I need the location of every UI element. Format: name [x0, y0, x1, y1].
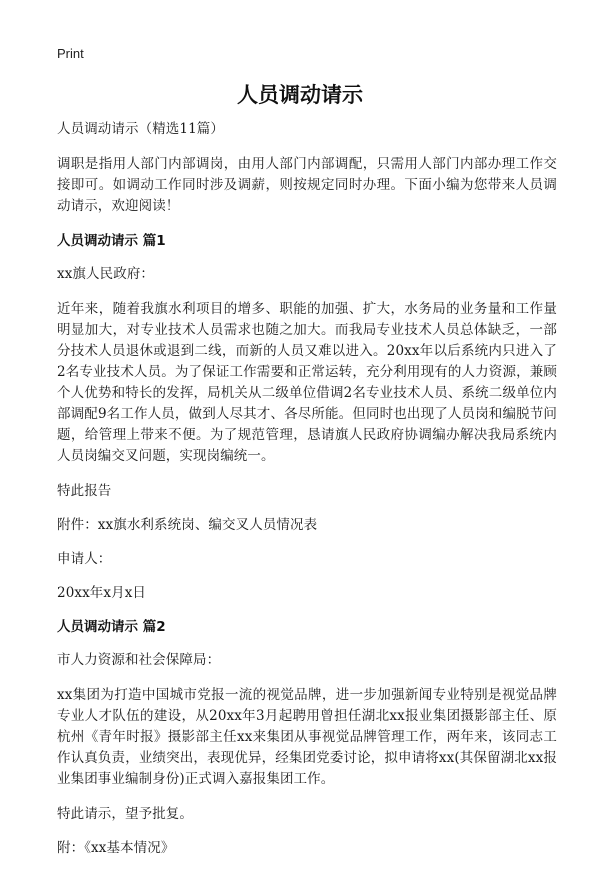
section-1-attachment: 附件：xx旗水利系统岗、编交叉人员情况表	[57, 517, 318, 533]
section-1-date: 20xx年x月x日	[57, 585, 147, 601]
section-2-body: xx集团为打造中国城市党报一流的视觉品牌，进一步加强新闻专业特别是视觉品牌专业人才队伍的建设，从20xx年3月起聘用曾担任湖北xx报业集团摄影部主任、原杭州《青年时报》摄影部主任xx来集团从事视觉品牌管理工作，两年来，该同志工作认真负责，业绩突出，表现优异，经集团党委讨论，拟申请将xx(其保留湖北xx报业集团事业编制身份)正式调入嘉报集团工作。	[57, 687, 557, 787]
section-1-salutation: xx旗人民政府：	[57, 266, 155, 282]
section-2-closing: 特此请示，望予批复。	[57, 806, 193, 822]
section-1-body: 近年来，随着我旗水利项目的增多、职能的加强、扩大，水务局的业务量和工作量明显加大，对专业技术人员需求也随之加大。而我局专业技术人员总体缺乏，一部分技术人员退休或退到二线，而新的人员又难以进入。20xx年以后系统内只进入了2名专业技术人员。为了保证工作需要和正常运转，充分利用现有的人力资源，兼顾个人优势和特长的发挥，局机关从二级单位借调2名专业技术人员、系统二级单位内部调配9名工作人员，做到人尽其才、各尽所能。但同时也出现了人员岗和编脱节问题，给管理上带来不便。为了规范管理，恳请旗人民政府协调编办解决我局系统内人员岗编交叉问题，实现岗编统一。	[57, 301, 557, 464]
section-1-applicant: 申请人：	[57, 551, 112, 567]
section-2-salutation: 市人力资源和社会保障局：	[57, 652, 221, 668]
print-label: Print	[57, 46, 84, 61]
subtitle: 人员调动请示（精选11篇）	[57, 121, 224, 137]
intro-paragraph: 调职是指用人部门内部调岗，由用人部门内部调配，只需用人部门内部办理工作交接即可。如调动工作同时涉及调薪，则按规定同时办理。下面小编为您带来人员调动请示，欢迎阅读！	[57, 156, 557, 214]
document-body	[57, 119, 557, 872]
section-2-attachment: 附：《xx基本情况》	[57, 840, 175, 856]
section-1-closing: 特此报告	[57, 483, 112, 499]
section-1	[57, 231, 557, 604]
page-title: 人员调动请示	[237, 83, 363, 107]
section-2-heading: 人员调动请示 篇2	[57, 619, 166, 635]
section-2	[57, 617, 557, 859]
section-1-heading: 人员调动请示 篇1	[57, 233, 166, 249]
